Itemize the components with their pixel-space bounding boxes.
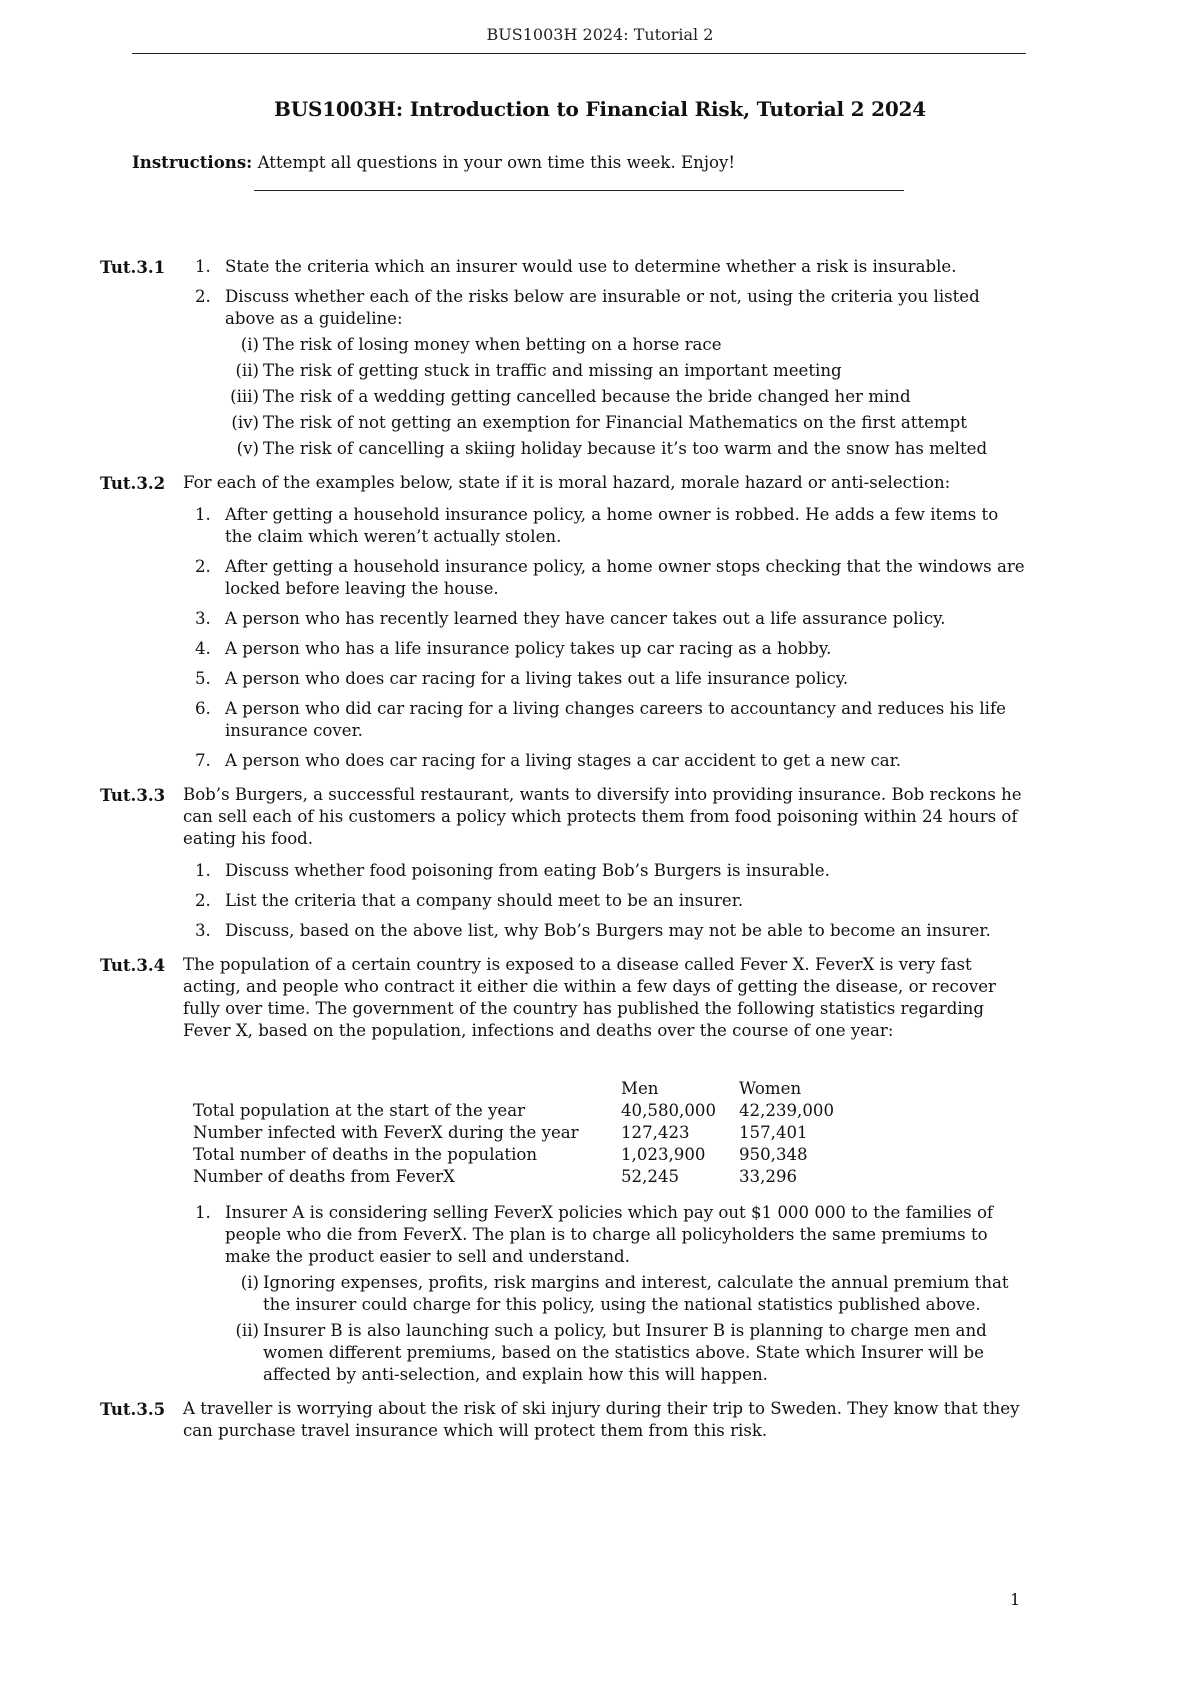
- list-item: 4. A person who has a life insurance policy takes up car racing as a hobby.: [195, 639, 832, 658]
- question-tut-3-4: [100, 954, 1030, 1386]
- question-intro: The population of a certain country is exposed to a disease called Fever X. FeverX is very fast acting, and people who contract it either die within a few days of getting the disease, or recover fully over time. The government of the country has published the following statistics regarding Fever X, based on the population, infections and deaths over the course of one year:: [183, 955, 996, 1040]
- header-rule: [132, 53, 1026, 54]
- list-item: 6. A person who did car racing for a living changes careers to accountancy and reduces his life insurance cover.: [195, 699, 1006, 740]
- table-row: Total number of deaths in the population 1,023,900 950,348: [193, 1145, 808, 1164]
- list-item: 3. Discuss, based on the above list, why Bob’s Burgers may not be able to become an insurer.: [195, 921, 991, 940]
- list-item: 5. A person who does car racing for a living takes out a life insurance policy.: [195, 669, 849, 688]
- statistics-table: [193, 1078, 859, 1188]
- running-header: BUS1003H 2024: Tutorial 2: [486, 25, 714, 44]
- list-item: 1. State the criteria which an insurer would use to determine whether a risk is insurable.: [195, 257, 957, 276]
- parts-list: [183, 504, 1030, 772]
- list-item: (ii) Insurer B is also launching such a policy, but Insurer B is planning to charge men and women different premiums, based on the statistics above. State which Insurer will be affected by anti-selection, and explain how this will happen.: [235, 1321, 987, 1384]
- list-item: 3. A person who has recently learned they have cancer takes out a life assurance policy.: [195, 609, 946, 628]
- question-label: Tut.3.3: [100, 785, 166, 805]
- subparts-list: [225, 1272, 1030, 1386]
- parts-list: [183, 860, 1030, 942]
- list-item: 1. Discuss whether food poisoning from eating Bob’s Burgers is insurable.: [195, 861, 830, 880]
- instructions-label: Instructions:: [132, 152, 253, 172]
- table-row: Number infected with FeverX during the year 127,423 157,401: [193, 1123, 808, 1142]
- question-label: Tut.3.1: [100, 257, 166, 277]
- list-item: 2. After getting a household insurance policy, a home owner stops checking that the windows are locked before leaving the house.: [195, 557, 1025, 598]
- question-intro: Bob’s Burgers, a successful restaurant, wants to diversify into providing insurance. Bob reckons he can sell each of his customers a policy which protects them from food poisoning within 24 hours of eating his food.: [183, 785, 1022, 848]
- list-item: 2. Discuss whether each of the risks below are insurable or not, using the criteria you listed above as a guideline: (i) The risk of losing money when betting on a horse race (ii) The risk of getting stuck in traffic and missing an important meeting (iii) The risk of a wedding getting cancelled because the bride changed her mind (iv) The risk of not getting an exemption for Financial Mathematics on the first attempt (v) The risk of cancelling a skiing holiday because it’s too warm and the snow has melted: [183, 286, 1030, 460]
- parts-list: [183, 1202, 1030, 1386]
- question-label: Tut.3.2: [100, 473, 166, 493]
- parts-list: [183, 256, 1030, 460]
- table-row: Number of deaths from FeverX 52,245 33,296: [193, 1167, 798, 1186]
- questions: [100, 256, 1030, 1454]
- table-row: Total population at the start of the year 40,580,000 42,239,000: [193, 1101, 835, 1120]
- question-tut-3-2: [100, 472, 1030, 772]
- separator-line: [254, 190, 904, 191]
- list-item: 7. A person who does car racing for a living stages a car accident to get a new car.: [195, 751, 902, 770]
- list-item: (v) The risk of cancelling a skiing holiday because it’s too warm and the snow has melted: [236, 439, 988, 458]
- question-intro: For each of the examples below, state if it is moral hazard, morale hazard or anti-selection:: [183, 473, 951, 492]
- question-tut-3-1: [100, 256, 1030, 460]
- question-tut-3-3: [100, 784, 1030, 942]
- list-item: (i) Ignoring expenses, profits, risk margins and interest, calculate the annual premium that the insurer could charge for this policy, using the national statistics published above.: [240, 1273, 1009, 1314]
- question-label: Tut.3.4: [100, 955, 166, 975]
- document-title: BUS1003H: Introduction to Financial Risk, Tutorial 2 2024: [274, 97, 926, 121]
- list-item: 1. Insurer A is considering selling FeverX policies which pay out $1 000 000 to the families of people who die from FeverX. The plan is to charge all policyholders the same premiums to make the product easier to sell and understand. (i) Ignoring expenses, profits, risk margins and interest, calculate the annual premium that the insurer could charge for this policy, using the national statistics published above. (ii) Insurer B is also launching such a policy, but Insurer B is planning to charge men and women different premiums, based on the statistics above. State which Insurer will be affected by anti-selection, and explain how this will happen.: [183, 1202, 1030, 1386]
- list-item: (iii) The risk of a wedding getting cancelled because the bride changed her mind: [230, 387, 911, 406]
- question-intro: A traveller is worrying about the risk of ski injury during their trip to Sweden. They know that they can purchase travel insurance which will protect them from this risk.: [183, 1399, 1020, 1440]
- list-item: 2. List the criteria that a company should meet to be an insurer.: [195, 891, 744, 910]
- instructions: [132, 151, 1032, 174]
- table-header-row: Men Women: [621, 1079, 802, 1098]
- question-tut-3-5: [100, 1398, 1030, 1442]
- page-number: 1: [1010, 1590, 1021, 1609]
- list-item: (iv) The risk of not getting an exemption for Financial Mathematics on the first attempt: [231, 413, 967, 432]
- instructions-text: Attempt all questions in your own time this week. Enjoy!: [257, 153, 735, 172]
- question-label: Tut.3.5: [100, 1399, 166, 1419]
- list-item: (i) The risk of losing money when betting on a horse race: [240, 335, 722, 354]
- list-item: (ii) The risk of getting stuck in traffic and missing an important meeting: [235, 361, 842, 380]
- list-item: 1. After getting a household insurance policy, a home owner is robbed. He adds a few items to the claim which weren’t actually stolen.: [195, 505, 999, 546]
- subparts-list: [225, 334, 1030, 460]
